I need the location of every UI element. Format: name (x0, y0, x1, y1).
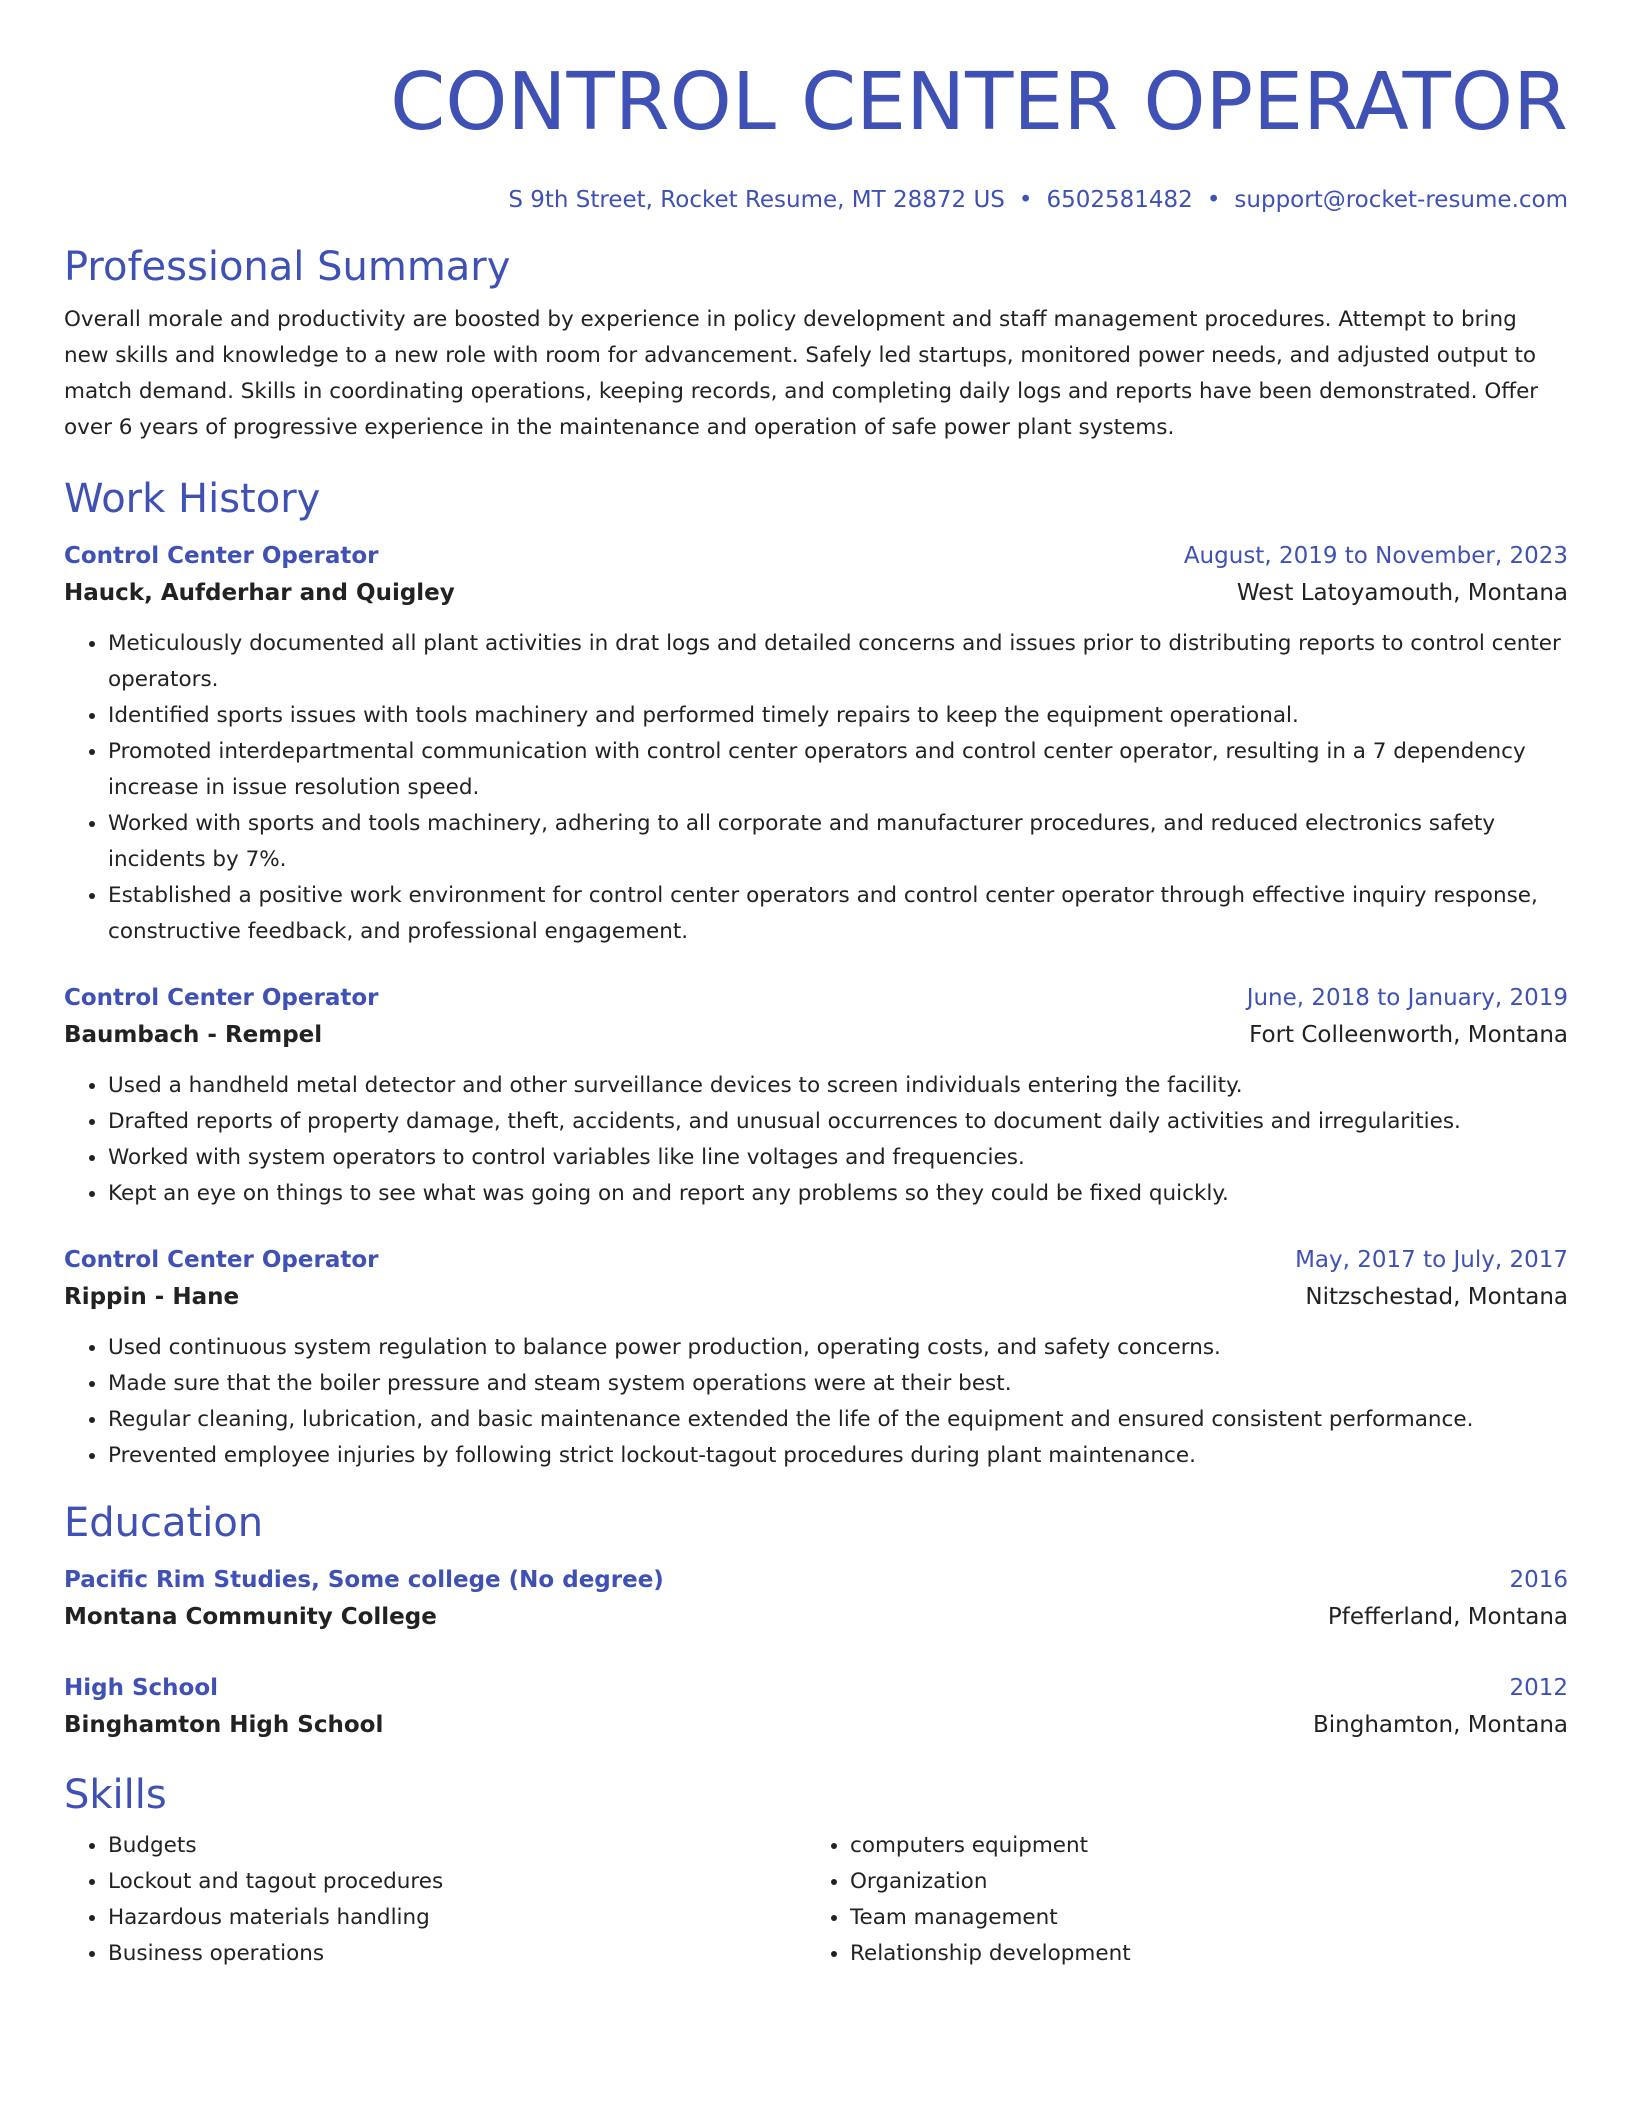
job-bullet: • Meticulously documented all plant activities in drat logs and detailed concerns and issues prior to distributing reports to control center operators. (108, 626, 1568, 698)
contact-phone: 6502581482 (1046, 187, 1193, 213)
education-school: Binghamton High School (64, 1712, 384, 1738)
skills-list-left (64, 1828, 806, 1972)
education-section (64, 1498, 1568, 1744)
job-location: West Latoyamouth, Montana (1236, 580, 1568, 606)
job-company: Baumbach - Rempel (64, 1022, 323, 1048)
contact-email: support@rocket-resume.com (1234, 187, 1568, 213)
skill-item: • Business operations (108, 1936, 806, 1972)
job-dates: June, 2018 to January, 2019 (1246, 985, 1568, 1011)
section-title-work: Work History (64, 476, 321, 522)
job-company: Rippin - Hane (64, 1284, 240, 1310)
job-bullets (64, 1068, 1568, 1212)
skill-item: • Budgets (108, 1828, 806, 1864)
education-school: Montana Community College (64, 1604, 437, 1630)
contact-separator: • (1206, 187, 1221, 213)
job-bullet: • Worked with sports and tools machinery, adhering to all corporate and manufacturer procedures, and reduced electronics safety incidents by 7%. (108, 806, 1568, 878)
job-bullet: • Used a handheld metal detector and other surveillance devices to screen individuals entering the facility. (108, 1068, 1568, 1104)
education-degree: Pacific Rim Studies, Some college (No degree) (64, 1567, 664, 1593)
education-year: 2012 (1509, 1675, 1568, 1701)
job-company: Hauck, Aufderhar and Quigley (64, 580, 455, 606)
job-dates: August, 2019 to November, 2023 (1183, 543, 1568, 569)
job-bullet: • Used continuous system regulation to balance power production, operating costs, and safety concerns. (108, 1330, 1568, 1366)
section-title-skills: Skills (64, 1772, 167, 1818)
education-location: Pfefferland, Montana (1327, 1604, 1568, 1630)
skills-columns (64, 1828, 1568, 1972)
skill-item: • computers equipment (850, 1828, 1548, 1864)
job-role: Control Center Operator (64, 985, 379, 1011)
job-bullet: • Kept an eye on things to see what was going on and report any problems so they could be fixed quickly. (108, 1176, 1568, 1212)
contact-line (64, 184, 1568, 216)
section-title-summary: Professional Summary (64, 244, 511, 290)
job-bullet: • Established a positive work environment for control center operators and control center operator through effective inquiry response, constructive feedback, and professional engagement. (108, 878, 1568, 950)
job-location: Nitzschestad, Montana (1305, 1284, 1568, 1310)
education-entry (64, 1670, 1568, 1744)
job-bullet: • Prevented employee injuries by following strict lockout-tagout procedures during plant maintenance. (108, 1438, 1568, 1474)
education-location: Binghamton, Montana (1313, 1712, 1568, 1738)
job-role: Control Center Operator (64, 543, 379, 569)
summary-section (64, 242, 1568, 446)
skill-item: • Lockout and tagout procedures (108, 1864, 806, 1900)
job-bullet: • Promoted interdepartmental communication with control center operators and control center operator, resulting in a 7 dependency increase in issue resolution speed. (108, 734, 1568, 806)
resume-name: CONTROL CENTER OPERATOR (390, 56, 1568, 148)
education-year: 2016 (1509, 1567, 1568, 1593)
job-location: Fort Colleenworth, Montana (1249, 1022, 1568, 1048)
job-bullet: • Worked with system operators to control variables like line voltages and frequencies. (108, 1140, 1568, 1176)
job-entry (64, 538, 1568, 950)
job-entry (64, 980, 1568, 1212)
education-degree: High School (64, 1675, 219, 1701)
skills-list-right (806, 1828, 1548, 1972)
job-dates: May, 2017 to July, 2017 (1295, 1247, 1568, 1273)
job-role: Control Center Operator (64, 1247, 379, 1273)
skills-section (64, 1770, 1568, 1972)
contact-address: S 9th Street, Rocket Resume, MT 28872 US (508, 187, 1005, 213)
job-bullets (64, 626, 1568, 950)
contact-separator: • (1018, 187, 1033, 213)
work-history-section (64, 474, 1568, 1474)
skill-item: • Relationship development (850, 1936, 1548, 1972)
job-bullet: • Made sure that the boiler pressure and steam system operations were at their best. (108, 1366, 1568, 1402)
job-bullet: • Drafted reports of property damage, theft, accidents, and unusual occurrences to document daily activities and irregularities. (108, 1104, 1568, 1140)
skill-item: • Organization (850, 1864, 1548, 1900)
job-bullet: • Identified sports issues with tools machinery and performed timely repairs to keep the equipment operational. (108, 698, 1568, 734)
job-entry (64, 1242, 1568, 1474)
skill-item: • Hazardous materials handling (108, 1900, 806, 1936)
section-title-education: Education (64, 1500, 264, 1546)
job-bullet: • Regular cleaning, lubrication, and basic maintenance extended the life of the equipment and ensured consistent performance. (108, 1402, 1568, 1438)
education-entry (64, 1562, 1568, 1636)
job-bullets (64, 1330, 1568, 1474)
skill-item: • Team management (850, 1900, 1548, 1936)
summary-text: Overall morale and productivity are boosted by experience in policy development and staff management procedures. Attempt to bring new skills and knowledge to a new role with room for advancement. Safely led startups, monitored power needs, and adjusted output to match demand. Skills in coordinating operations, keeping records, and completing daily logs and reports have been demonstrated. Offer over 6 years of progressive experience in the maintenance and operation of safe power plant systems. (64, 307, 1539, 440)
